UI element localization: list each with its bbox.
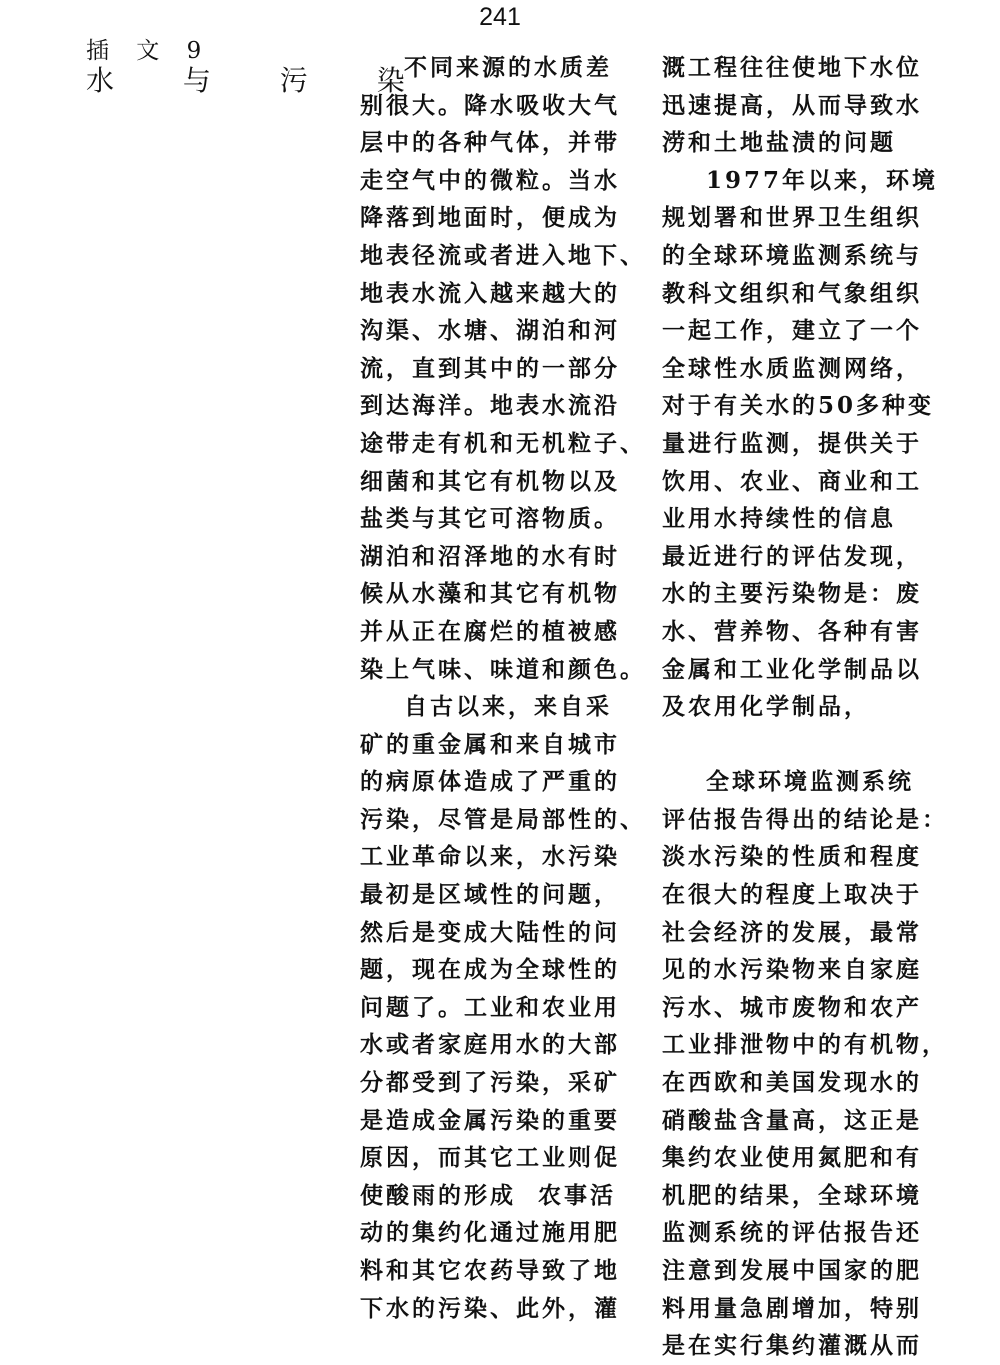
text-line: 监测系统的评估报告还 xyxy=(662,1219,922,1247)
text-line: 到达海洋。地表水流沿 xyxy=(360,392,620,420)
text-line: 规划署和世界卫生组织 xyxy=(662,204,922,232)
insert-title: 水 与 污 染 xyxy=(86,64,435,97)
text-line: 一起工作，建立了一个 xyxy=(662,317,922,345)
text-line: 在很大的程度上取决于 xyxy=(662,881,922,909)
text-line: 自古以来，来自采 xyxy=(360,693,613,721)
text-line: 水、营养物、各种有害 xyxy=(662,617,922,645)
text-line: 细菌和其它有机物以及 xyxy=(360,467,620,495)
text-line: 地表水流入越来越大的 xyxy=(360,279,620,307)
text-line: 最初是区域性的问题， xyxy=(360,881,620,909)
text-line: 别很大。降水吸收大气 xyxy=(360,91,620,119)
text-line: 料和其它农药导致了地 xyxy=(360,1257,620,1284)
text-line: 染上气味、味道和颜色。 xyxy=(360,655,646,683)
text-line: 对于有关水的50多种变 xyxy=(662,392,935,420)
text-line: 题，现在成为全球性的 xyxy=(360,956,620,984)
text-column-right xyxy=(662,49,962,1365)
text-line: 1977年以来，环境 xyxy=(662,166,939,194)
text-line: 分都受到了污染，采矿 xyxy=(360,1069,620,1097)
text-line xyxy=(662,726,962,764)
text-line: 候从水藻和其它有机物 xyxy=(360,580,620,608)
text-line: 集约农业使用氮肥和有 xyxy=(662,1144,922,1172)
text-line: 流，直到其中的一部分 xyxy=(360,354,620,382)
text-line: 机肥的结果，全球环境 xyxy=(662,1181,922,1209)
text-line: 饮用、农业、商业和工 xyxy=(662,467,922,495)
text-line: 是造成金属污染的重要 xyxy=(360,1106,620,1134)
text-line: 原因，而其它工业则促 xyxy=(360,1144,620,1172)
insert-label: 插 文 9 xyxy=(86,38,212,64)
text-line: 评估报告得出的结论是： xyxy=(662,805,948,833)
text-line: 水或者家庭用水的大部 xyxy=(360,1031,620,1059)
text-line: 污水、城市废物和农产 xyxy=(662,993,922,1021)
text-line: 动的集约化通过施用肥 xyxy=(360,1219,620,1247)
text-line: 使酸雨的形成 农事活 xyxy=(360,1181,617,1209)
text-line: 盐类与其它可溶物质。 xyxy=(360,505,620,533)
text-line: 迅速提高，从而导致水 xyxy=(662,91,922,119)
text-line: 社会经济的发展，最常 xyxy=(662,918,922,946)
text-line: 的病原体造成了严重的 xyxy=(360,768,620,796)
text-line: 下水的污染、此外，灌 xyxy=(360,1294,620,1322)
text-line: 淡水污染的性质和程度 xyxy=(662,843,922,871)
text-line: 金属和工业化学制品以 xyxy=(662,655,922,683)
text-line: 然后是变成大陆性的问 xyxy=(360,918,620,946)
text-line: 湖泊和沼泽地的水有时 xyxy=(360,542,620,570)
text-line: 在西欧和美国发现水的 xyxy=(662,1069,922,1097)
text-line: 地表径流或者进入地下、 xyxy=(360,241,646,269)
text-line: 并从正在腐烂的植被感 xyxy=(360,617,620,645)
text-line: 工业革命以来，水污染 xyxy=(360,843,620,871)
text-line: 量进行监测，提供关于 xyxy=(662,429,922,457)
text-column-left xyxy=(360,49,646,1327)
text-line: 及农用化学制品， xyxy=(662,693,870,721)
text-line: 工业排泄物中的有机物， xyxy=(662,1031,948,1059)
text-line: 全球性水质监测网络， xyxy=(662,354,922,382)
text-line: 的全球环境监测系统与 xyxy=(662,241,922,269)
text-line: 硝酸盐含量高，这正是 xyxy=(662,1106,922,1134)
text-line: 教科文组织和气象组织 xyxy=(662,279,922,307)
page-number: 241 xyxy=(479,3,521,31)
text-line: 沟渠、水塘、湖泊和河 xyxy=(360,317,620,345)
text-line: 途带走有机和无机粒子、 xyxy=(360,429,646,457)
text-line: 涝和土地盐渍的问题 xyxy=(662,129,896,157)
text-line: 不同来源的水质差 xyxy=(360,54,613,81)
text-line: 水的主要污染物是：废 xyxy=(662,580,922,608)
text-line: 全球环境监测系统 xyxy=(662,768,915,796)
text-line: 溉工程往往使地下水位 xyxy=(662,54,922,81)
text-line: 矿的重金属和来自城市 xyxy=(360,730,620,758)
text-line: 见的水污染物来自家庭 xyxy=(662,956,922,984)
text-line: 最近进行的评估发现， xyxy=(662,542,922,570)
text-line: 问题了。工业和农业用 xyxy=(360,993,620,1021)
text-line: 层中的各种气体，并带 xyxy=(360,129,620,157)
text-line: 污染，尽管是局部性的、 xyxy=(360,805,646,833)
text-line: 料用量急剧增加，特别 xyxy=(662,1294,922,1322)
text-line: 走空气中的微粒。当水 xyxy=(360,166,620,194)
text-line: 降落到地面时，便成为 xyxy=(360,204,620,232)
text-line: 业用水持续性的信息 xyxy=(662,505,896,533)
text-line: 注意到发展中国家的肥 xyxy=(662,1257,922,1284)
text-line: 是在实行集约灌溉从而 xyxy=(662,1332,922,1360)
